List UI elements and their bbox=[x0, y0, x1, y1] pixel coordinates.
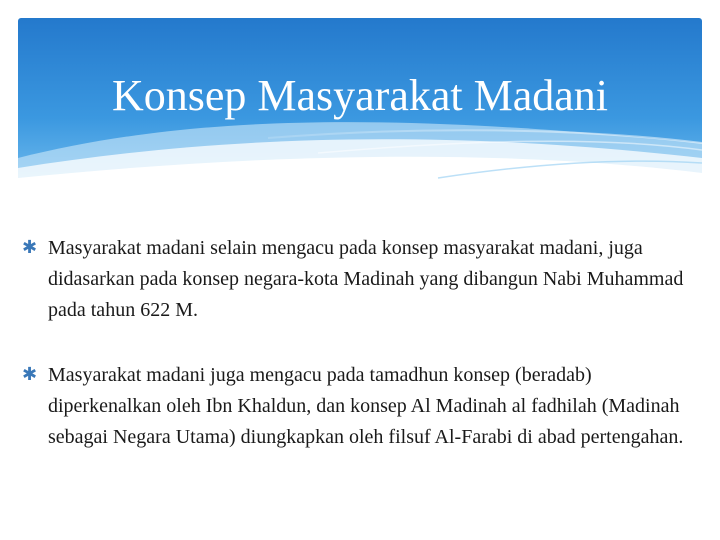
bullet-text: Masyarakat madani selain mengacu pada konsep masyarakat madani, juga didasarkan pada konsep negara-kota Madinah yang dibangun Nabi Muhammad pada tahun 622 M. bbox=[48, 237, 684, 321]
title-banner bbox=[18, 18, 702, 200]
bullet-list bbox=[22, 233, 702, 453]
list-item bbox=[22, 233, 702, 326]
page-title: Konsep Masyarakat Madani bbox=[111, 71, 609, 120]
asterisk-icon: ✱ bbox=[22, 364, 38, 385]
list-item bbox=[22, 360, 702, 453]
asterisk-icon: ✱ bbox=[22, 237, 38, 258]
bullet-text: Masyarakat madani juga mengacu pada tamadhun konsep (beradab) diperkenalkan oleh Ibn Khaldun, dan konsep Al Madinah al fadhilah (Madinah sebagai Negara Utama) diungkapkan oleh filsuf Al-Farabi di abad pertengahan. bbox=[48, 364, 684, 448]
